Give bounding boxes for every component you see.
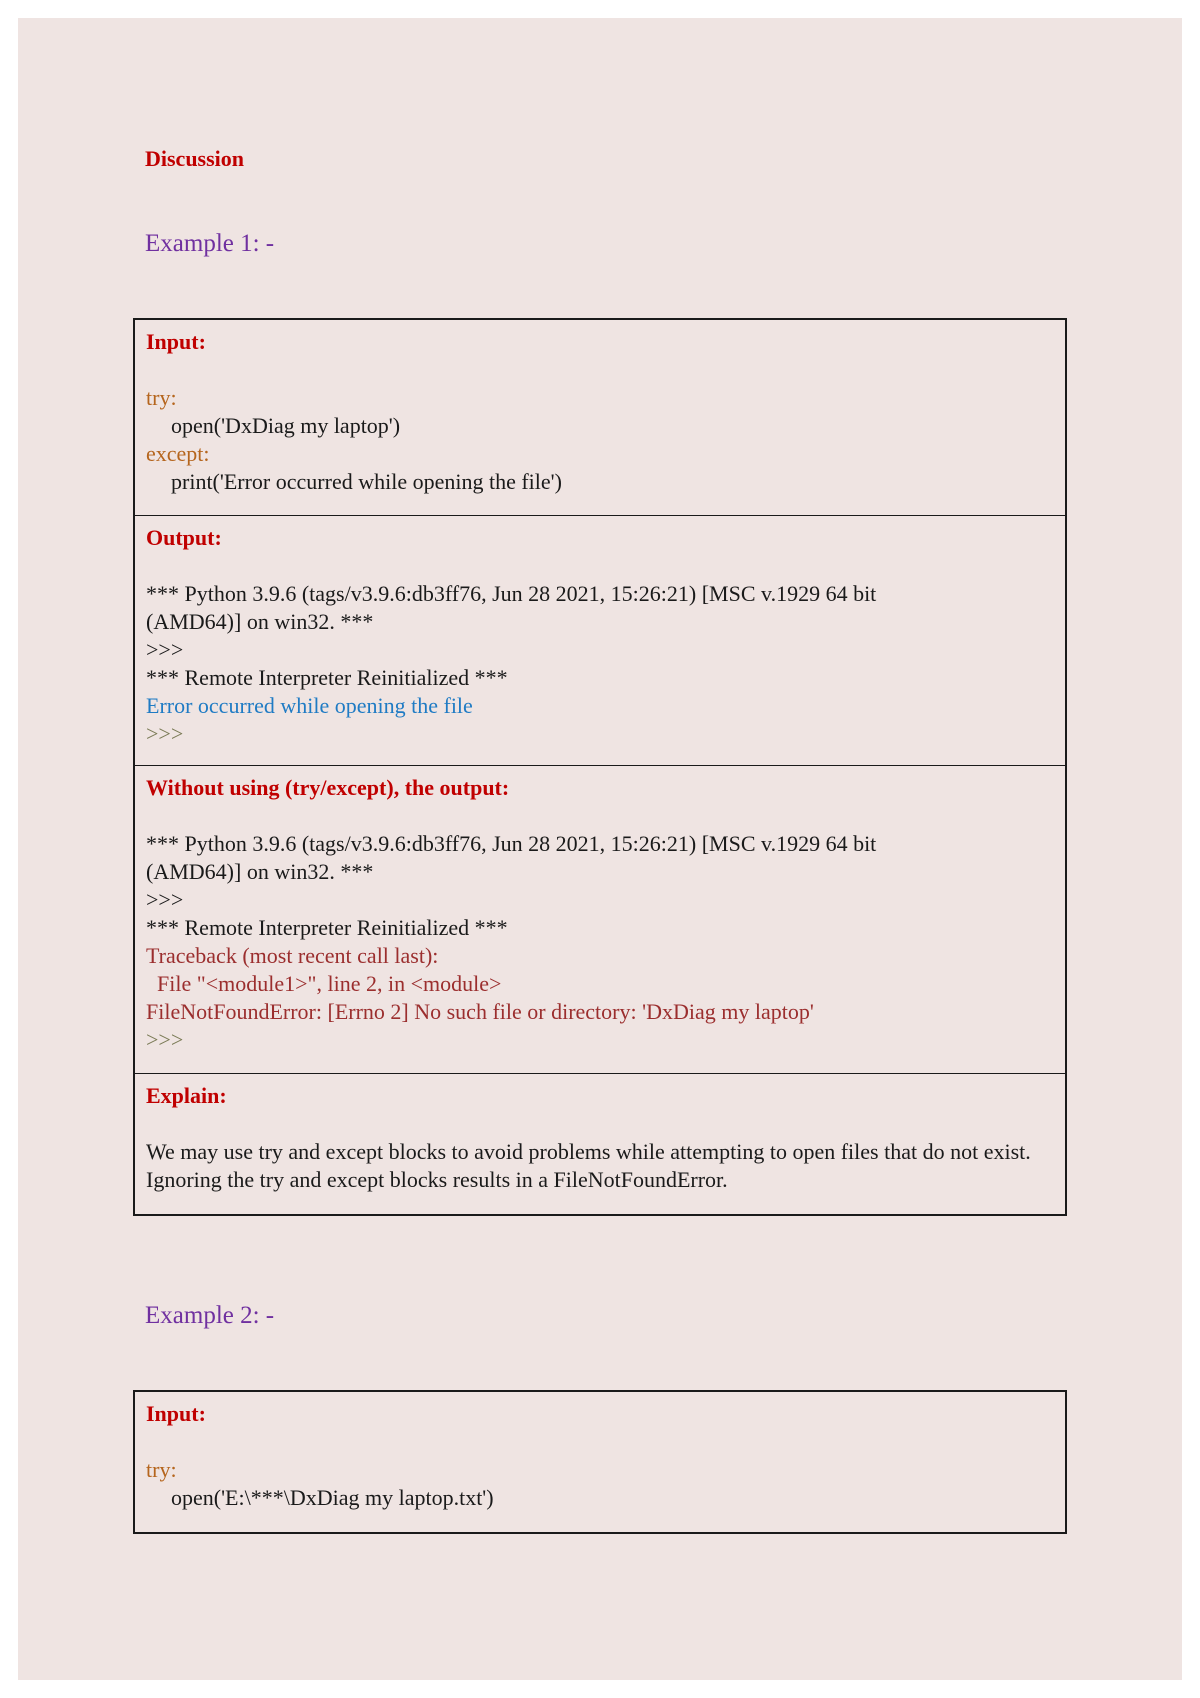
- code-try-2: try:: [146, 1457, 177, 1482]
- example-2-table: [133, 1390, 1067, 1534]
- explain-label: Explain:: [146, 1083, 227, 1108]
- example-1-table: [133, 318, 1067, 1216]
- input-cell-2: [135, 1392, 1065, 1532]
- explain-text: We may use try and except blocks to avoid problems while attempting to open files that do not exist. Ignoring the try and except blocks results in a FileNotFoundError.: [146, 1139, 1031, 1192]
- without-reinit: *** Remote Interpreter Reinitialized ***: [146, 915, 508, 940]
- output-prompt-2: >>>: [146, 721, 184, 746]
- input-label-2: Input:: [146, 1401, 206, 1426]
- traceback-line: Traceback (most recent call last):: [146, 943, 439, 968]
- output-line-1: *** Python 3.9.6 (tags/v3.9.6:db3ff76, Jun 28 2021, 15:26:21) [MSC v.1929 64 bit: [146, 581, 877, 606]
- without-prompt-1: >>>: [146, 887, 184, 912]
- output-label: Output:: [146, 525, 222, 550]
- without-label: Without using (try/except), the output:: [146, 775, 510, 800]
- output-line-2: (AMD64)] on win32. ***: [146, 609, 374, 634]
- traceback-file: File "<module1>", line 2, in <module>: [146, 971, 502, 996]
- without-line-2: (AMD64)] on win32. ***: [146, 859, 374, 884]
- output-cell: [135, 516, 1065, 766]
- without-line-1: *** Python 3.9.6 (tags/v3.9.6:db3ff76, Jun 28 2021, 15:26:21) [MSC v.1929 64 bit: [146, 831, 877, 856]
- output-message: Error occurred while opening the file: [146, 693, 473, 718]
- discussion-heading: Discussion: [145, 146, 245, 171]
- code-except: except:: [146, 441, 210, 466]
- without-prompt-2: >>>: [146, 1027, 184, 1052]
- example-1-title: Example 1: -: [145, 230, 275, 257]
- code-open-2: open('E:\***\DxDiag my laptop.txt'): [171, 1485, 494, 1510]
- output-reinit: *** Remote Interpreter Reinitialized ***: [146, 665, 508, 690]
- without-cell: [135, 766, 1065, 1074]
- output-prompt-1: >>>: [146, 637, 184, 662]
- explain-cell: [135, 1074, 1065, 1214]
- code-open: open('DxDiag my laptop'): [171, 413, 401, 438]
- input-cell: [135, 320, 1065, 516]
- code-print: print('Error occurred while opening the file'): [171, 469, 562, 494]
- code-try: try:: [146, 385, 177, 410]
- example-2-title: Example 2: -: [145, 1302, 275, 1329]
- input-label: Input:: [146, 329, 206, 354]
- traceback-error: FileNotFoundError: [Errno 2] No such file or directory: 'DxDiag my laptop': [146, 999, 814, 1024]
